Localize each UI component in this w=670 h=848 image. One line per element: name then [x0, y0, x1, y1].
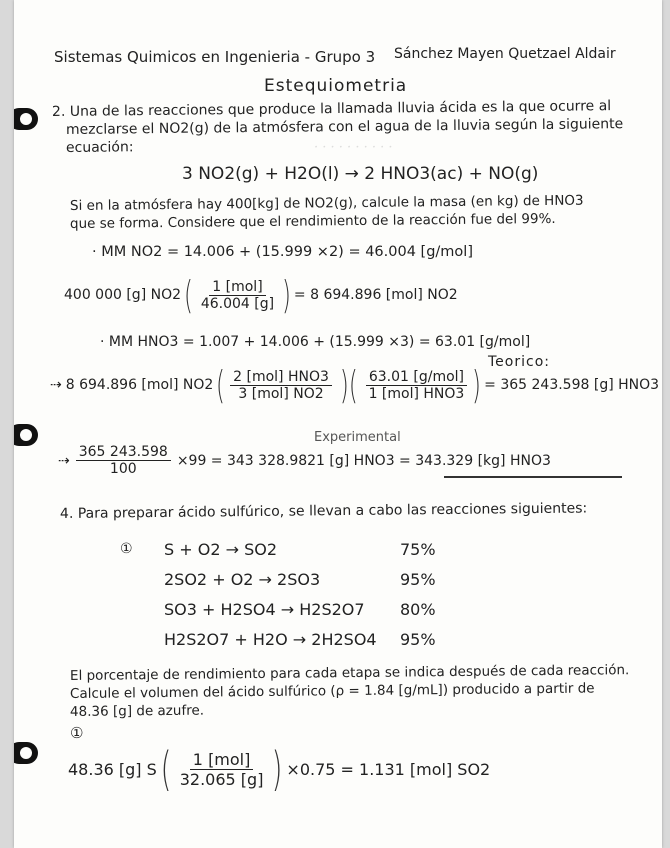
- reaction-yield: 95%: [400, 629, 436, 649]
- step2-den-1: 3 [mol] NO2: [238, 385, 324, 402]
- reaction-marker: ①: [120, 541, 133, 557]
- binder-ring-2: [14, 424, 38, 446]
- reaction-yield: 80%: [400, 599, 436, 619]
- step2-num-1: 2 [mol] HNO3: [230, 369, 332, 386]
- step1-num: 1 [mol]: [209, 279, 265, 296]
- teorico-label: Teorico:: [488, 354, 550, 370]
- p4-step1-left: 48.36 [g] S: [68, 759, 157, 779]
- problem-4-statement: [60, 500, 587, 522]
- reaction-row: [120, 534, 480, 564]
- problem-4-note-1: El porcentaje de rendimiento para cada etapa se indica después de cada reacción.: [69, 662, 630, 684]
- calc-step-3: ⇢ $\frac{365 243.598}{100}$ ×99 = 343 328.9821 [g] HNO3 = 343.329 [kg] HNO3: [58, 444, 551, 477]
- step3-num: 365 243.598: [76, 444, 171, 461]
- step2-num-2: 63.01 [g/mol]: [366, 369, 467, 386]
- step1-fraction: [198, 279, 277, 312]
- step2-result: = 365 243.598 [g] HNO3: [484, 377, 660, 393]
- reaction-equation: 3 NO2(g) + H2O(l) → 2 HNO3(ac) + NO(g): [182, 164, 539, 184]
- student-name: Sánchez Mayen Quetzael Aldair: [394, 46, 616, 62]
- answer-underline: [444, 476, 622, 478]
- problem-2-question-2: que se forma. Considere que el rendimiento de la reacción fue del 99%.: [69, 210, 556, 232]
- reaction-row: [120, 624, 480, 654]
- step3-den: 100: [109, 461, 137, 477]
- bleed-through-text: · · · · · · · · · ·: [314, 140, 393, 155]
- step1-result: = 8 694.896 [mol] NO2: [293, 287, 458, 303]
- problem-2-question-1: Si en la atmósfera hay 400[kg] de NO2(g), calcule la masa (en kg) de HNO3: [69, 192, 584, 214]
- p4-step1-num: 1 [mol]: [190, 750, 254, 770]
- calc-step-2: ⇢ 8 694.896 [mol] NO2 ( 2 [mol] HNO3 3 [mol] NO2 )( 63.01 [g/mol] 1 [mol] HNO3 ) = 365 243.598 [g] HNO3: [50, 363, 660, 407]
- step2-left: 8 694.896 [mol] NO2: [65, 377, 214, 393]
- problem-4-note-3: 48.36 [g] de azufre.: [69, 702, 205, 720]
- problem-4-calc-step-1: 48.36 [g] S ( 1 [mol] 32.065 [g] ) ×0.75 = 1.131 [mol] SO2: [68, 742, 491, 796]
- step-marker: ①: [70, 724, 84, 742]
- reaction-row: [120, 564, 480, 594]
- reaction-row: [120, 594, 480, 624]
- problem-2-line-3: ecuación:: [65, 139, 134, 156]
- binder-ring-3: [14, 742, 38, 764]
- problem-2-text-1: Una de las reacciones que produce la llamada lluvia ácida es la que ocurre al: [69, 98, 612, 120]
- problem-4-note-2: Calcule el volumen del ácido sulfúrico (ρ = 1.84 [g/mL]) producido a partir de: [69, 680, 595, 702]
- notebook-page: [14, 0, 662, 848]
- step2-fraction-1: [230, 369, 332, 402]
- reaction-list: [120, 534, 480, 654]
- step1-den: 46.004 [g]: [200, 295, 275, 312]
- problem-4-text: Para preparar ácido sulfúrico, se llevan a cabo las reacciones siguientes:: [77, 500, 588, 522]
- topic-title: Estequiometria: [264, 76, 408, 96]
- course-header: Sistemas Quimicos en Ingenieria - Grupo 3: [54, 48, 376, 66]
- reaction-yield: 95%: [400, 569, 436, 589]
- reaction-equation: SO3 + H2SO4 → H2S2O7: [164, 599, 365, 619]
- p4-step1-fraction: [177, 750, 267, 789]
- molar-mass-hno3: · MM HNO3 = 1.007 + 14.006 + (15.999 ×3) = 63.01 [g/mol]: [100, 334, 531, 350]
- step3-result: ×99 = 343 328.9821 [g] HNO3 = 343.329 [kg] HNO3: [176, 452, 551, 469]
- binder-ring-1: [14, 108, 38, 130]
- problem-2-number: 2.: [51, 103, 66, 120]
- step1-left: 400 000 [g] NO2: [64, 287, 182, 303]
- p4-step1-den: 32.065 [g]: [179, 769, 264, 789]
- problem-4-number: 4.: [59, 505, 74, 522]
- step3-fraction: [76, 444, 171, 477]
- experimental-label: Experimental: [314, 430, 401, 445]
- step2-fraction-2: [366, 369, 468, 402]
- problem-2-line-2: mezclarse el NO2(g) de la atmósfera con el agua de la lluvia según la siguiente: [65, 116, 624, 138]
- reaction-equation: 2SO2 + O2 → 2SO3: [164, 569, 321, 589]
- reaction-equation: S + O2 → SO2: [164, 539, 278, 559]
- step2-den-2: 1 [mol] HNO3: [368, 385, 465, 402]
- reaction-equation: H2S2O7 + H2O → 2H2SO4: [164, 629, 377, 649]
- calc-step-1: 400 000 [g] NO2 ( 1 [mol] 46.004 [g] ) = 8 694.896 [mol] NO2: [64, 273, 458, 317]
- molar-mass-no2: · MM NO2 = 14.006 + (15.999 ×2) = 46.004 [g/mol]: [92, 244, 473, 260]
- p4-step1-result: ×0.75 = 1.131 [mol] SO2: [286, 759, 491, 779]
- reaction-yield: 75%: [400, 539, 436, 559]
